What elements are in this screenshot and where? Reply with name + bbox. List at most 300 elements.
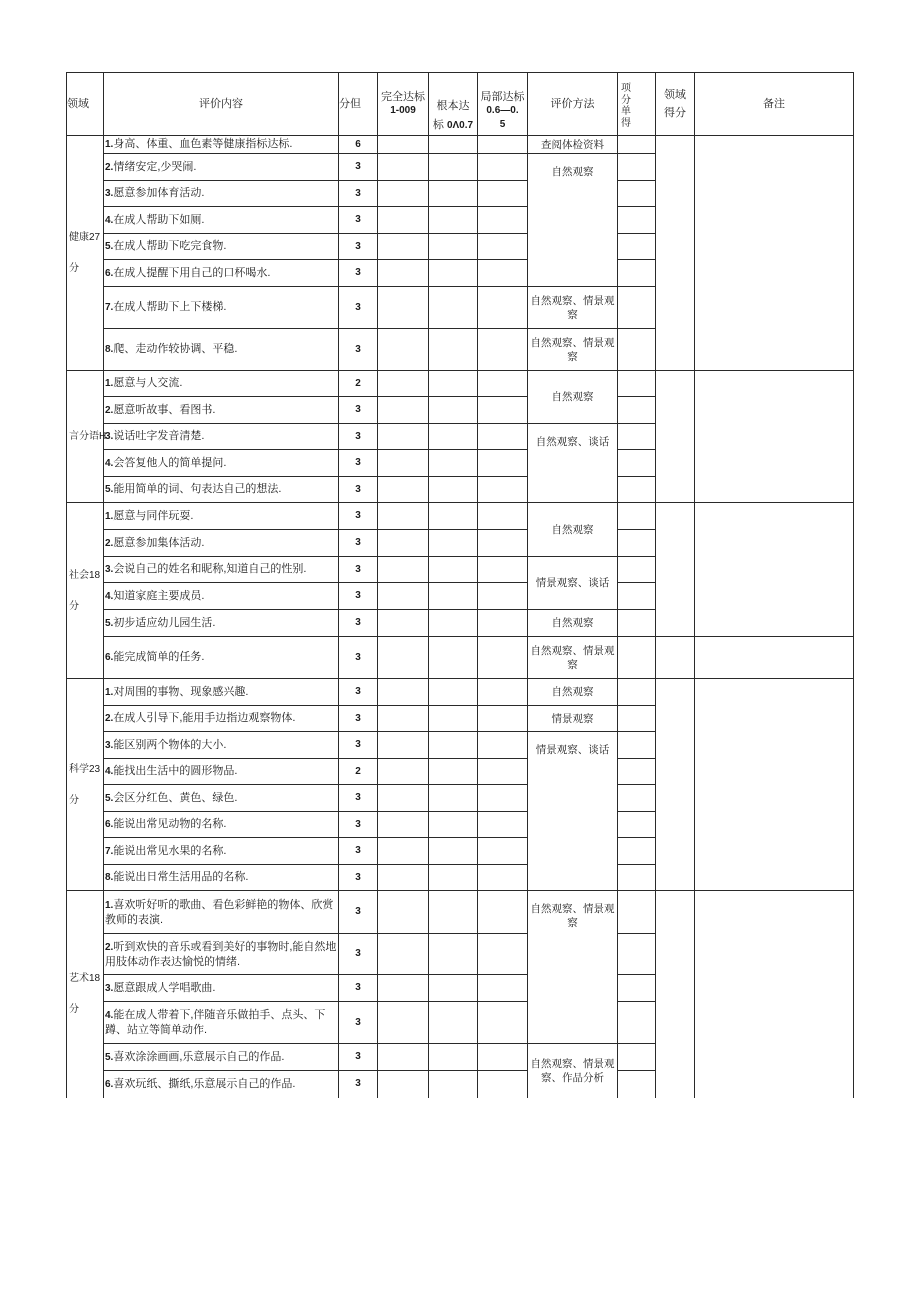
partial-standard-cell (478, 679, 528, 706)
item-number: 4. (105, 214, 114, 226)
item-content (104, 1071, 339, 1098)
full-standard-cell (378, 934, 429, 975)
domain-name: 健康27 (69, 232, 101, 243)
basic-standard-cell (429, 477, 478, 503)
basic-standard-cell (429, 934, 478, 975)
partial-standard-cell (478, 637, 528, 679)
domain-name: 言分语H (69, 431, 107, 442)
domain-name: 社会18 (69, 569, 101, 581)
item-text: 喜欢玩纸、撕纸,乐意展示自己的作品. (113, 1077, 296, 1090)
domain-points-unit: 分 (69, 263, 79, 274)
full-standard-cell (378, 287, 429, 329)
partial-standard-cell (478, 785, 528, 812)
full-standard-cell (378, 557, 429, 583)
full-standard-cell (378, 136, 429, 154)
evaluation-method: 查阅体检资料 (528, 136, 618, 154)
partial-standard-cell (478, 732, 528, 759)
item-content (104, 759, 339, 785)
partial-standard-cell (478, 975, 528, 1002)
evaluation-row (67, 679, 854, 706)
item-points-cell (618, 397, 656, 424)
domain-score-cell (656, 371, 695, 503)
header-remarks: 备注 (695, 73, 854, 136)
item-number: 4. (105, 590, 114, 602)
item-content (104, 583, 339, 610)
full-standard-cell (378, 679, 429, 706)
domain-label-cell (67, 503, 104, 679)
item-number: 3. (105, 739, 114, 751)
item-number: 2. (105, 713, 114, 724)
item-number: 8. (105, 344, 114, 355)
full-standard-cell (378, 1002, 429, 1044)
basic-standard-cell (429, 785, 478, 812)
evaluation-method: 自然观察、谈话 (528, 424, 618, 503)
full-standard-cell (378, 477, 429, 503)
item-content (104, 610, 339, 637)
partial-standard-cell (478, 1002, 528, 1044)
item-score-value: 3 (339, 287, 378, 329)
item-content (104, 477, 339, 503)
evaluation-method: 自然观察、情景观察 (528, 891, 618, 1044)
basic-standard-range: 0Λ0.7 (446, 120, 474, 131)
full-standard-cell (378, 637, 429, 679)
item-number: 1. (105, 510, 114, 522)
item-number: 1. (105, 378, 114, 389)
item-content (104, 557, 339, 583)
item-number: 5. (105, 1051, 114, 1063)
item-content (104, 975, 339, 1002)
basic-standard-cell (429, 234, 478, 260)
domain-score-label-line1: 领域 (664, 89, 686, 101)
partial-standard-cell (478, 530, 528, 557)
partial-standard-cell (478, 329, 528, 371)
item-score-value: 3 (339, 610, 378, 637)
partial-standard-cell (478, 812, 528, 838)
remarks-cell (695, 136, 854, 371)
evaluation-method: 自然观察、情景观察、作品分析 (528, 1044, 618, 1098)
remarks-cell (695, 371, 854, 503)
item-score-value: 3 (339, 397, 378, 424)
basic-standard-cell (429, 557, 478, 583)
item-score-value: 3 (339, 679, 378, 706)
item-points-cell (618, 934, 656, 975)
partial-standard-cell (478, 503, 528, 530)
full-standard-cell (378, 759, 429, 785)
item-text: 能找出生活中的圆形物品. (113, 765, 238, 777)
item-number: 6. (105, 819, 114, 830)
item-content (104, 207, 339, 234)
item-points-cell (618, 679, 656, 706)
item-text: 知道家庭主要成员. (113, 589, 205, 602)
domain-name: 艺术18 (69, 973, 101, 985)
basic-standard-cell (429, 865, 478, 891)
partial-standard-range-end: 5 (499, 119, 506, 130)
item-score-value: 3 (339, 477, 378, 503)
item-number: 7. (105, 302, 114, 313)
item-content (104, 732, 339, 759)
item-content (104, 154, 339, 181)
domain-score-cell (656, 136, 695, 371)
item-number: 5. (105, 484, 114, 495)
item-text: 在成人引导下,能用手边指边观察物体. (113, 712, 296, 724)
basic-standard-cell (429, 287, 478, 329)
item-number: 5. (105, 241, 114, 252)
item-points-cell (618, 503, 656, 530)
item-points-cell (618, 865, 656, 891)
item-content (104, 891, 339, 934)
domain-label-cell (67, 136, 104, 371)
partial-standard-cell (478, 557, 528, 583)
domain-label-cell (67, 891, 104, 1098)
item-text: 说话吐字发音清楚. (113, 430, 205, 442)
evaluation-method: 情景观察、谈话 (528, 732, 618, 891)
item-content (104, 679, 339, 706)
domain-points-unit: 分 (69, 1004, 79, 1016)
basic-standard-cell (429, 732, 478, 759)
item-number: 1. (105, 686, 114, 698)
item-content (104, 424, 339, 450)
basic-standard-cell (429, 371, 478, 397)
evaluation-method: 情景观察 (528, 706, 618, 732)
domain-label-cell (67, 679, 104, 891)
basic-standard-cell (429, 530, 478, 557)
basic-standard-cell (429, 812, 478, 838)
item-content (104, 503, 339, 530)
item-content (104, 329, 339, 371)
item-score-value: 3 (339, 732, 378, 759)
partial-standard-range: 0.6—0. (486, 105, 519, 116)
partial-standard-cell (478, 1044, 528, 1071)
item-score-value: 3 (339, 424, 378, 450)
basic-standard-cell (429, 329, 478, 371)
header-full-standard (378, 73, 429, 136)
header-item-score (618, 73, 656, 136)
partial-standard-cell (478, 865, 528, 891)
item-content (104, 371, 339, 397)
item-points-cell (618, 812, 656, 838)
item-text: 愿意参加集体活动. (113, 536, 205, 549)
full-standard-cell (378, 891, 429, 934)
item-text: 能在成人带着下,伴随音乐做拍手、点头、下蹲、站立等简单动作. (105, 1009, 326, 1036)
full-standard-cell (378, 583, 429, 610)
full-standard-cell (378, 706, 429, 732)
item-text: 在成人帮助下吃完食物. (113, 240, 227, 252)
remarks-cell (695, 679, 854, 891)
remarks-cell (695, 637, 854, 679)
basic-standard-cell (429, 136, 478, 154)
item-score-value: 3 (339, 865, 378, 891)
full-standard-cell (378, 207, 429, 234)
item-number: 2. (105, 941, 114, 953)
item-number: 6. (105, 652, 114, 663)
item-content (104, 397, 339, 424)
evaluation-row (67, 637, 854, 679)
basic-standard-cell (429, 637, 478, 679)
item-points-cell (618, 154, 656, 181)
item-score-label: 项分单得 (621, 83, 631, 129)
item-score-value: 3 (339, 329, 378, 371)
full-standard-cell (378, 450, 429, 477)
partial-standard-cell (478, 1071, 528, 1098)
header-domain-score (656, 73, 695, 136)
item-text: 愿意听故事、看图书. (113, 403, 216, 416)
basic-standard-cell (429, 1071, 478, 1098)
full-standard-cell (378, 1071, 429, 1098)
basic-standard-label: 根本达 (436, 100, 470, 112)
header-score: 分但 (339, 73, 378, 136)
domain-name: 科学23 (69, 763, 101, 775)
item-number: 2. (105, 161, 114, 173)
item-content (104, 812, 339, 838)
item-points-cell (618, 610, 656, 637)
basic-standard-cell (429, 891, 478, 934)
item-number: 4. (105, 766, 114, 777)
partial-standard-cell (478, 181, 528, 207)
item-text: 会说自己的姓名和昵称,知道自己的性别. (113, 563, 307, 575)
item-points-cell (618, 234, 656, 260)
item-points-cell (618, 477, 656, 503)
evaluation-method: 自然观察 (528, 679, 618, 706)
item-points-cell (618, 975, 656, 1002)
item-text: 愿意跟成人学唱歌曲. (113, 981, 216, 994)
item-number: 7. (105, 845, 114, 857)
item-points-cell (618, 181, 656, 207)
domain-label-cell (67, 371, 107, 503)
item-text: 情绪安定,少哭闹. (113, 160, 197, 173)
item-content (104, 234, 339, 260)
item-content (104, 287, 339, 329)
item-number: 1. (105, 899, 114, 911)
evaluation-table (66, 72, 854, 1098)
partial-standard-cell (478, 706, 528, 732)
item-score-value: 3 (339, 1071, 378, 1098)
full-standard-cell (378, 234, 429, 260)
item-number: 4. (105, 457, 114, 469)
full-standard-cell (378, 838, 429, 865)
item-score-value: 3 (339, 706, 378, 732)
full-standard-cell (378, 1044, 429, 1071)
item-content (104, 450, 339, 477)
partial-standard-label: 局部达标 (480, 91, 525, 103)
basic-standard-cell (429, 181, 478, 207)
domain-score-label-line2: 得分 (664, 107, 686, 119)
item-score-value: 3 (339, 934, 378, 975)
item-text: 能说出常见水果的名称. (113, 844, 227, 857)
item-points-cell (618, 1044, 656, 1071)
basic-standard-cell (429, 397, 478, 424)
partial-standard-cell (478, 424, 528, 450)
item-score-value: 3 (339, 891, 378, 934)
partial-standard-cell (478, 287, 528, 329)
evaluation-method: 自然观察 (528, 154, 618, 287)
item-text: 愿意参加体育活动. (113, 187, 205, 199)
basic-standard-cell (429, 706, 478, 732)
item-number: 6. (105, 1078, 114, 1090)
item-points-cell (618, 706, 656, 732)
header-content: 评价内容 (104, 73, 339, 136)
basic-standard-cell (429, 838, 478, 865)
partial-standard-cell (478, 450, 528, 477)
item-content (104, 934, 339, 975)
item-content (104, 637, 339, 679)
item-score-value: 3 (339, 838, 378, 865)
item-text: 在成人帮助下如厕. (113, 213, 205, 226)
item-content (104, 838, 339, 865)
item-points-cell (618, 371, 656, 397)
basic-standard-cell (429, 260, 478, 287)
partial-standard-cell (478, 234, 528, 260)
item-content (104, 136, 339, 154)
item-points-cell (618, 891, 656, 934)
item-text: 能说出常见动物的名称. (113, 818, 227, 830)
header-domain: 领域 (67, 73, 104, 136)
basic-standard-cell (429, 154, 478, 181)
partial-standard-cell (478, 934, 528, 975)
item-text: 喜欢听好听的歌曲、看色彩鲜艳的物体、欣赏教师的表演. (105, 898, 334, 926)
basic-standard-label-end: 标 (432, 119, 444, 131)
full-standard-cell (378, 732, 429, 759)
item-points-cell (618, 1071, 656, 1098)
item-text: 能说出日常生活用品的名称. (113, 871, 249, 883)
item-number: 3. (105, 982, 114, 994)
item-content (104, 785, 339, 812)
full-standard-cell (378, 503, 429, 530)
item-points-cell (618, 207, 656, 234)
item-score-value: 3 (339, 637, 378, 679)
partial-standard-cell (478, 397, 528, 424)
item-text: 听到欢快的音乐或看到美好的事物时,能自然地用肢体动作表达愉悦的情绪. (105, 940, 337, 968)
item-score-value: 3 (339, 154, 378, 181)
item-number: 2. (105, 404, 114, 416)
item-text: 会区分红色、黄色、绿色. (113, 791, 238, 804)
item-content (104, 706, 339, 732)
evaluation-method: 自然观察 (528, 371, 618, 424)
item-points-cell (618, 329, 656, 371)
item-score-value: 3 (339, 234, 378, 260)
item-content (104, 260, 339, 287)
item-points-cell (618, 530, 656, 557)
evaluation-method: 自然观察 (528, 610, 618, 637)
item-points-cell (618, 424, 656, 450)
full-standard-cell (378, 975, 429, 1002)
item-text: 初步适应幼儿园生活. (113, 616, 216, 629)
domain-score-cell (656, 503, 695, 637)
full-standard-cell (378, 329, 429, 371)
full-standard-label: 完全达标 (381, 91, 425, 103)
basic-standard-cell (429, 450, 478, 477)
partial-standard-cell (478, 759, 528, 785)
basic-standard-cell (429, 759, 478, 785)
remarks-cell (695, 891, 854, 1098)
item-score-value: 3 (339, 583, 378, 610)
full-standard-cell (378, 530, 429, 557)
evaluation-row (67, 136, 854, 154)
item-score-value: 3 (339, 503, 378, 530)
basic-standard-cell (429, 1044, 478, 1071)
full-standard-cell (378, 181, 429, 207)
item-score-value: 2 (339, 759, 378, 785)
item-text: 对周围的事物、现象感兴趣. (113, 685, 249, 698)
item-points-cell (618, 260, 656, 287)
item-content (104, 865, 339, 891)
evaluation-row (67, 891, 854, 934)
item-score-value: 6 (339, 136, 378, 154)
partial-standard-cell (478, 477, 528, 503)
item-points-cell (618, 637, 656, 679)
partial-standard-cell (478, 371, 528, 397)
full-standard-cell (378, 424, 429, 450)
item-number: 3. (105, 564, 114, 575)
basic-standard-cell (429, 424, 478, 450)
evaluation-row (67, 371, 854, 397)
item-text: 在成人帮助下上下楼梯. (113, 301, 227, 313)
item-score-value: 3 (339, 975, 378, 1002)
partial-standard-cell (478, 610, 528, 637)
item-points-cell (618, 785, 656, 812)
item-content (104, 181, 339, 207)
full-standard-range: 1-009 (390, 105, 416, 116)
evaluation-method: 自然观察、情景观察 (528, 329, 618, 371)
evaluation-row (67, 503, 854, 530)
evaluation-sheet (66, 72, 853, 1098)
partial-standard-cell (478, 207, 528, 234)
evaluation-method: 自然观察、情景观察 (528, 287, 618, 329)
basic-standard-cell (429, 207, 478, 234)
partial-standard-cell (478, 154, 528, 181)
item-points-cell (618, 136, 656, 154)
item-text: 能完成简单的任务. (113, 651, 205, 663)
partial-standard-cell (478, 838, 528, 865)
item-content (104, 530, 339, 557)
item-score-value: 2 (339, 371, 378, 397)
basic-standard-cell (429, 610, 478, 637)
item-number: 8. (105, 872, 114, 883)
partial-standard-cell (478, 891, 528, 934)
item-text: 愿意与同伴玩耍. (113, 509, 194, 522)
evaluation-method: 自然观察、情景观察 (528, 637, 618, 679)
item-number: 3. (105, 431, 114, 442)
item-score-value: 3 (339, 450, 378, 477)
item-number: 5. (105, 617, 114, 629)
domain-score-cell (656, 679, 695, 891)
basic-standard-cell (429, 583, 478, 610)
item-number: 5. (105, 792, 114, 804)
item-score-value: 3 (339, 530, 378, 557)
item-score-value: 3 (339, 785, 378, 812)
item-number: 2. (105, 537, 114, 549)
full-standard-cell (378, 154, 429, 181)
basic-standard-cell (429, 975, 478, 1002)
remarks-cell (695, 503, 854, 637)
item-text: 愿意与人交流. (113, 377, 183, 389)
item-text: 能区别两个物体的大小. (113, 738, 227, 751)
item-number: 3. (105, 188, 114, 199)
item-score-value: 3 (339, 1044, 378, 1071)
header-basic-standard (429, 73, 478, 136)
domain-score-cell (656, 637, 695, 679)
evaluation-method: 自然观察 (528, 503, 618, 557)
header-partial-standard (478, 73, 528, 136)
full-standard-cell (378, 260, 429, 287)
item-points-cell (618, 557, 656, 583)
item-score-value: 3 (339, 207, 378, 234)
partial-standard-cell (478, 136, 528, 154)
full-standard-cell (378, 785, 429, 812)
item-text: 爬、走动作较协调、平稳. (113, 343, 238, 355)
item-text: 能用简单的词、句表达自己的想法. (113, 483, 282, 495)
item-content (104, 1002, 339, 1044)
item-score-value: 3 (339, 557, 378, 583)
